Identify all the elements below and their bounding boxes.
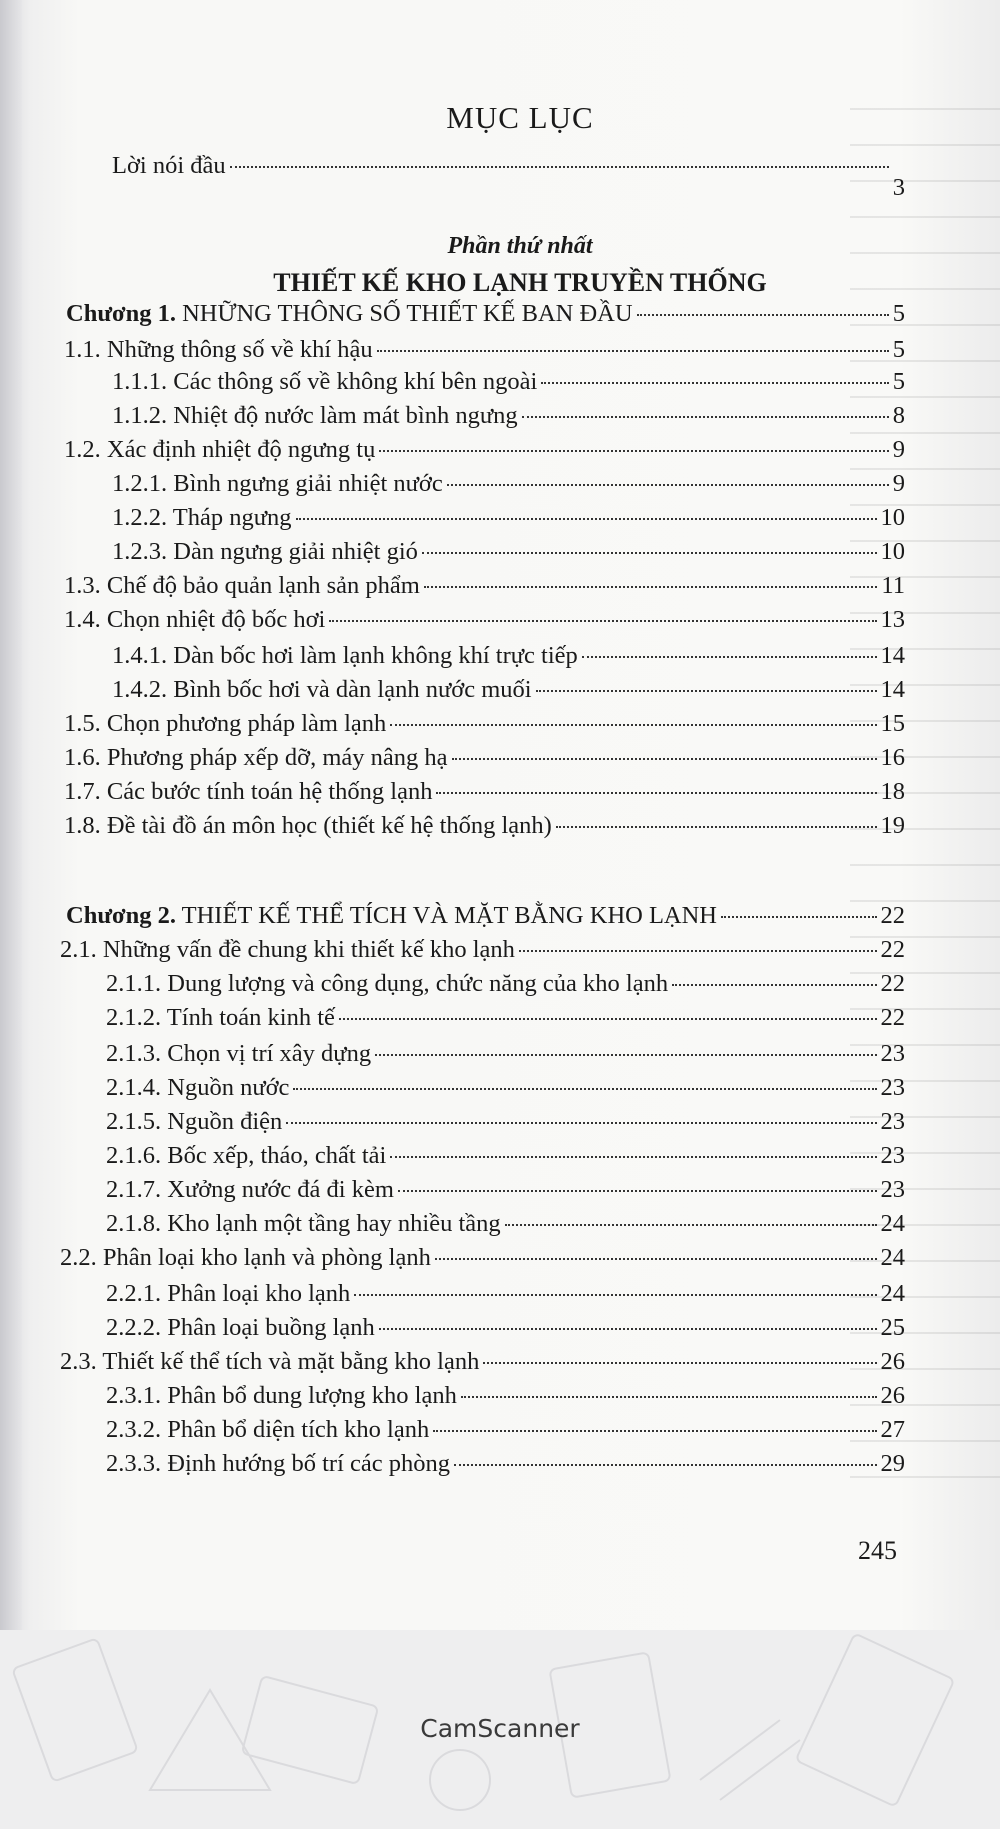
toc-entry-page: 22 <box>880 1004 905 1031</box>
toc-entry <box>106 1450 905 1478</box>
toc-entry <box>112 368 905 396</box>
leader-dots <box>452 758 877 760</box>
chapter-prefix: Chương 1. <box>66 300 176 327</box>
toc-entry <box>64 572 905 600</box>
leader-dots <box>375 1054 876 1056</box>
leader-dots <box>422 552 877 554</box>
toc-entry-label: 2.1.6. Bốc xếp, tháo, chất tải <box>106 1142 387 1169</box>
toc-entry <box>106 1142 905 1170</box>
toc-entry-page: 23 <box>880 1040 905 1067</box>
toc-entry <box>112 504 905 532</box>
toc-entry-page: 5 <box>892 336 905 363</box>
toc-entry-label: 1.2.1. Bình ngưng giải nhiệt nước <box>112 470 443 497</box>
leader-dots <box>454 1464 876 1466</box>
toc-chapter-2 <box>66 902 905 930</box>
leader-dots <box>398 1190 877 1192</box>
leader-dots <box>433 1430 876 1432</box>
toc-entry-page: 24 <box>880 1210 905 1237</box>
toc-title: MỤC LỤC <box>446 100 594 135</box>
leader-dots <box>461 1396 877 1398</box>
toc-entry-label: 2.1.5. Nguồn điện <box>106 1108 283 1135</box>
leader-dots <box>379 1328 877 1330</box>
chapter-prefix: Chương 2. <box>66 902 176 929</box>
leader-dots <box>436 792 876 794</box>
toc-entry-page: 22 <box>880 970 905 997</box>
toc-entry <box>106 1280 905 1308</box>
toc-entry-label: 1.2.3. Dàn ngưng giải nhiệt gió <box>112 538 418 565</box>
toc-entry <box>106 1108 905 1136</box>
toc-entry-preface <box>112 152 905 201</box>
leader-dots <box>447 484 889 486</box>
toc-entry-page: 9 <box>892 436 905 463</box>
toc-entry-page: 25 <box>880 1314 905 1341</box>
toc-entry-label: 1.4.1. Dàn bốc hơi làm lạnh không khí trực tiếp <box>112 642 578 669</box>
leader-dots <box>672 984 876 986</box>
toc-entry <box>60 936 905 964</box>
chapter-title: THIẾT KẾ THỂ TÍCH VÀ MẶT BẰNG KHO LẠNH <box>175 902 718 929</box>
toc-entry-label: 1.1.2. Nhiệt độ nước làm mát bình ngưng <box>112 402 518 429</box>
toc-entry-label: 1.3. Chế độ bảo quản lạnh sản phẩm <box>64 572 420 599</box>
toc-entry-page: 3 <box>892 174 905 201</box>
toc-entry <box>106 1210 905 1238</box>
toc-entry <box>106 1382 905 1410</box>
toc-entry <box>60 1348 905 1376</box>
leader-dots <box>424 586 878 588</box>
toc-entry <box>106 1314 905 1342</box>
toc-entry-label: 2.1.8. Kho lạnh một tầng hay nhiều tầng <box>106 1210 501 1237</box>
toc-entry-page: 23 <box>880 1142 905 1169</box>
toc-entry-label: 1.5. Chọn phương pháp làm lạnh <box>64 710 387 737</box>
toc-entry <box>112 676 905 704</box>
toc-entry-label: 2.1.7. Xưởng nước đá đi kèm <box>106 1176 394 1203</box>
page-number: 245 <box>858 1536 897 1565</box>
leader-dots <box>286 1122 876 1124</box>
toc-entry-label: Lời nói đầu <box>112 152 226 179</box>
toc-entry-page: 5 <box>892 300 905 327</box>
leader-dots <box>377 350 889 352</box>
toc-entry <box>112 642 905 670</box>
toc-entry-page: 9 <box>892 470 905 497</box>
toc-entry-page: 24 <box>880 1280 905 1307</box>
toc-entry-label: 2.2. Phân loại kho lạnh và phòng lạnh <box>60 1244 431 1271</box>
leader-dots <box>582 656 877 658</box>
toc-entry-page: 23 <box>880 1074 905 1101</box>
toc-entry <box>112 470 905 498</box>
toc-entry-label: 2.2.1. Phân loại kho lạnh <box>106 1280 351 1307</box>
leader-dots <box>519 950 877 952</box>
leader-dots <box>390 1156 876 1158</box>
toc-entry <box>64 744 905 772</box>
toc-entry-page: 23 <box>880 1108 905 1135</box>
toc-entry-page: 23 <box>880 1176 905 1203</box>
toc-entry-page: 26 <box>880 1348 905 1375</box>
toc-entry-label: 1.2. Xác định nhiệt độ ngưng tụ <box>64 436 376 463</box>
toc-entry-page: 16 <box>880 744 905 771</box>
leader-dots <box>435 1258 877 1260</box>
toc-entry-label: 1.4.2. Bình bốc hơi và dàn lạnh nước muối <box>112 676 532 703</box>
toc-entry <box>106 1004 905 1032</box>
toc-entry-label: 1.4. Chọn nhiệt độ bốc hơi <box>64 606 326 633</box>
toc-entry <box>112 538 905 566</box>
leader-dots <box>721 916 876 918</box>
toc-entry-page: 10 <box>880 504 905 531</box>
toc-entry-page: 19 <box>880 812 905 839</box>
toc-entry-label: 1.1.1. Các thông số về không khí bên ngoài <box>112 368 538 395</box>
toc-entry-page: 8 <box>892 402 905 429</box>
toc-entry-page: 22 <box>880 902 905 929</box>
toc-entry-page: 14 <box>880 676 905 703</box>
toc-entry-page: 14 <box>880 642 905 669</box>
toc-entry <box>64 710 905 738</box>
leader-dots <box>390 724 876 726</box>
toc-entry-page: 15 <box>880 710 905 737</box>
toc-entry <box>64 812 905 840</box>
toc-entry-label: 1.8. Đề tài đồ án môn học (thiết kế hệ thống lạnh) <box>64 812 552 839</box>
toc-entry-page: 24 <box>880 1244 905 1271</box>
toc-entry-label: 2.3.2. Phân bổ diện tích kho lạnh <box>106 1416 430 1443</box>
leader-dots <box>556 826 877 828</box>
leader-dots <box>637 314 889 316</box>
leader-dots <box>541 382 888 384</box>
toc-entry-label: 2.2.2. Phân loại buồng lạnh <box>106 1314 375 1341</box>
toc-entry-page: 18 <box>880 778 905 805</box>
leader-dots <box>329 620 876 622</box>
toc-entry-page: 11 <box>881 572 905 599</box>
toc-entry <box>64 436 905 464</box>
toc-entry-label: 2.1.3. Chọn vị trí xây dựng <box>106 1040 372 1067</box>
leader-dots <box>339 1018 877 1020</box>
leader-dots <box>296 518 877 520</box>
leader-dots <box>293 1088 876 1090</box>
toc-entry-page: 26 <box>880 1382 905 1409</box>
leader-dots <box>522 416 889 418</box>
toc-entry-page: 27 <box>880 1416 905 1443</box>
toc-entry-label: 2.3.1. Phân bổ dung lượng kho lạnh <box>106 1382 457 1409</box>
toc-entry-page: 29 <box>880 1450 905 1477</box>
leader-dots <box>230 166 889 168</box>
toc-entry <box>106 970 905 998</box>
leader-dots <box>483 1362 876 1364</box>
toc-entry <box>106 1040 905 1068</box>
toc-entry-page: 5 <box>892 368 905 395</box>
toc-entry-page: 22 <box>880 936 905 963</box>
toc-entry <box>64 778 905 806</box>
toc-entry-page: 10 <box>880 538 905 565</box>
toc-entry-label: 1.1. Những thông số về khí hậu <box>64 336 373 363</box>
leader-dots <box>379 450 888 452</box>
toc-entry-label: 1.6. Phương pháp xếp dỡ, máy nâng hạ <box>64 744 448 771</box>
toc-entry-label: 1.2.2. Tháp ngưng <box>112 504 292 531</box>
leader-dots <box>354 1294 876 1296</box>
toc-entry <box>106 1416 905 1444</box>
toc-entry-label: 2.3. Thiết kế thể tích và mặt bằng kho lạnh <box>60 1348 480 1375</box>
toc-entry-label: 2.3.3. Định hướng bố trí các phòng <box>106 1450 451 1477</box>
toc-entry-page: 13 <box>880 606 905 633</box>
toc-entry <box>64 336 905 364</box>
leader-dots <box>505 1224 877 1226</box>
toc-entry-label: 2.1.2. Tính toán kinh tế <box>106 1004 335 1031</box>
chapter-title: NHỮNG THÔNG SỐ THIẾT KẾ BAN ĐẦU <box>175 300 633 327</box>
toc-entry <box>60 1244 905 1272</box>
toc-entry <box>64 606 905 634</box>
toc-entry-label: 2.1.1. Dung lượng và công dụng, chức năng của kho lạnh <box>106 970 669 997</box>
toc-entry-label: 1.7. Các bước tính toán hệ thống lạnh <box>64 778 433 805</box>
toc-entry-label: 2.1. Những vấn đề chung khi thiết kế kho lạnh <box>60 936 515 963</box>
part-subtitle: THIẾT KẾ KHO LẠNH TRUYỀN THỐNG <box>273 268 767 297</box>
camscanner-watermark: CamScanner <box>420 1714 580 1743</box>
toc-entry <box>112 402 905 430</box>
toc-chapter-1 <box>66 300 905 328</box>
part-title: Phần thứ nhất <box>447 233 593 259</box>
toc-entry <box>106 1074 905 1102</box>
leader-dots <box>536 690 877 692</box>
toc-entry-label: 2.1.4. Nguồn nước <box>106 1074 290 1101</box>
toc-entry <box>106 1176 905 1204</box>
